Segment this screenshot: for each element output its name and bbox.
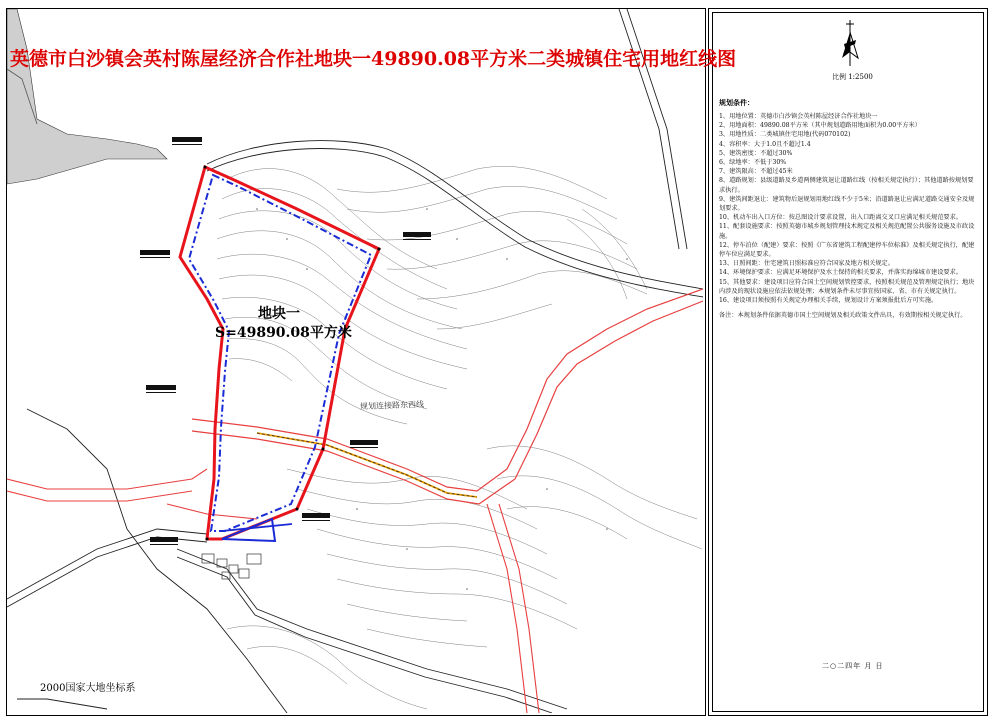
issue-date: 二○二四年 月 日: [822, 662, 884, 670]
survey-points: [204, 166, 381, 541]
map-annotation-tag: [146, 385, 176, 390]
map-annotation-tag: [172, 137, 202, 142]
note-item: 7、建筑限高：不超过45米: [719, 168, 793, 176]
note-item: 8、道路规划：县级道路及乡道两侧建筑退让道路红线（按相关规定执行）；其他道路按规划要求执行。: [719, 177, 974, 194]
note-item: 2、用地面积：49890.08平方米（其中规划道路用地面积为0.00平方米）: [719, 122, 921, 130]
planning-conditions-notes: [719, 112, 977, 320]
map-annotation-tag: [150, 537, 178, 542]
coordinate-system-label: 2000国家大地坐标系: [40, 683, 136, 694]
northwest-built-area: [7, 9, 167, 184]
north-arrow-icon: [835, 18, 865, 68]
note-item: 11、配套设施要求：按照英德市城乡规划管理技术规定及相关规范配置公共服务设施及市政设施。: [719, 223, 975, 240]
map-title: 英德市白沙镇会英村陈屋经济合作社地块一49890.08平方米二类城镇住宅用地红线图: [10, 48, 737, 70]
note-item: 3、用地性质：二类城镇住宅用地(代码070102): [719, 131, 851, 139]
notes-heading: 规划条件：: [719, 98, 754, 107]
road-name-label: 规划连接路东西线: [359, 399, 425, 412]
note-item: 备注：本规划条件依据英德市国土空间规划及相关政策文件出具，有效期按相关规定执行。: [719, 312, 967, 320]
note-item: 9、建筑间距退让：建筑物后退规划用地红线不少于5米；沿道路退让应满足道路交通安全及规划要求。: [719, 195, 975, 213]
plot-area-label: S=49890.08平方米: [215, 325, 352, 341]
note-item: 1、用地位置：英德市白沙镇会英村陈屋经济合作社地块一: [719, 113, 878, 120]
note-item: 12、停车泊位（配建）要求：按照《广东省建筑工程配建停车位标准》及相关规定执行，配建停车位应满足要求。: [719, 241, 975, 259]
map-annotation-tag: [350, 440, 378, 445]
note-item: 15、其他要求：建设项目应符合国土空间规划管控要求，按照相关规范及管理规定执行；地块内涉及的现状设施应依法依规处理；本规划条件未尽事宜按国家、省、市有关规定执行。: [719, 278, 975, 295]
note-item: 6、绿地率：不低于30%: [719, 159, 787, 167]
map-annotation-tag: [302, 513, 330, 518]
blueline-inner-boundary: [189, 175, 371, 531]
redline-parcel-boundary: [180, 167, 379, 539]
contour-lines: [217, 166, 702, 709]
note-item: 16、建设项目须按照有关规定办理相关手续，规划设计方案须报批后方可实施。: [719, 297, 938, 305]
red-road-west: [7, 469, 539, 713]
note-item: 14、环境保护要求：应满足环境保护及水土保持的相关要求，并落实海绵城市建设要求。: [719, 269, 962, 277]
note-item: 10、机动车出入口方位：按总图设计要求设置，出入口距离交叉口应满足相关规范要求。: [719, 214, 962, 222]
terrain-marks: [256, 208, 628, 590]
note-item: 13、日照间距：住宅建筑日照标准应符合国家及地方相关规定。: [719, 260, 894, 268]
scale-label: 比例 1:2500: [832, 73, 873, 81]
note-item: 4、容积率：大于1.0且不超过1.4: [719, 140, 811, 148]
plot-name-label: 地块一: [258, 306, 300, 322]
map-annotation-tag: [403, 232, 431, 237]
map-annotation-tag: [140, 250, 170, 255]
note-item: 5、建筑密度：不超过30%: [719, 149, 793, 157]
